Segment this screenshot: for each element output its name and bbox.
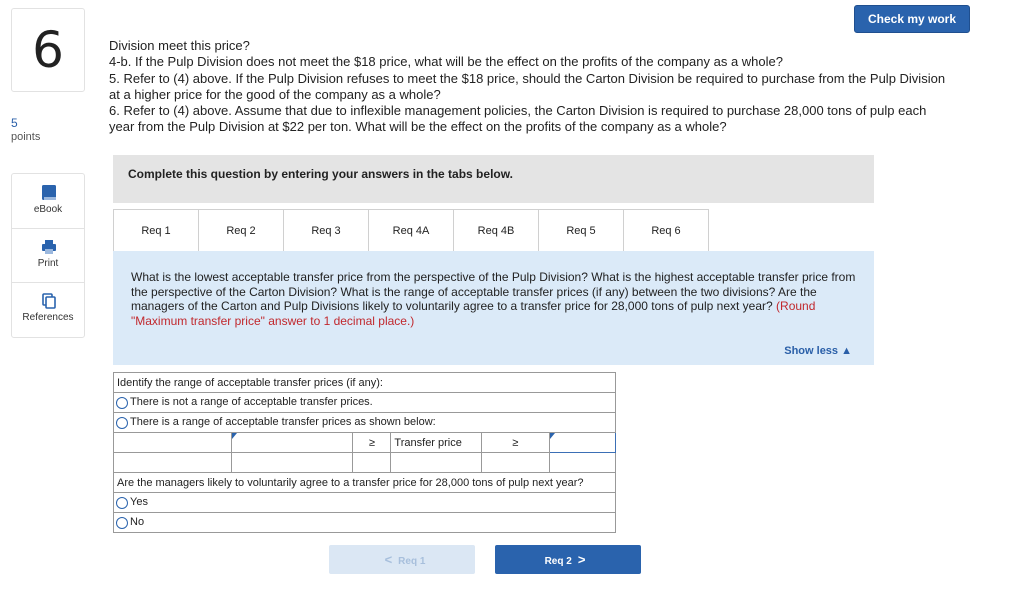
prev-req-button[interactable] — [329, 545, 475, 574]
caret-up-icon: ▲ — [841, 345, 852, 357]
tab-req-4a[interactable]: Req 4A — [368, 209, 454, 251]
range-option-none-label: There is not a range of acceptable transfer prices. — [130, 396, 373, 409]
question-text — [109, 38, 949, 136]
agree-yes-label: Yes — [130, 496, 148, 509]
chevron-right-icon: > — [577, 552, 586, 567]
tab-req-4b[interactable]: Req 4B — [453, 209, 539, 251]
check-my-work-button[interactable]: Check my work — [854, 5, 970, 33]
instructions-box — [113, 155, 874, 203]
transfer-price-label: Transfer price — [391, 433, 482, 453]
tab-req-5[interactable]: Req 5 — [538, 209, 624, 251]
range-prompt: Identify the range of acceptable transfer prices (if any): — [114, 373, 616, 393]
show-less-link[interactable] — [784, 345, 852, 357]
tools-panel — [11, 173, 85, 338]
radio-yes[interactable] — [116, 497, 128, 509]
show-less-label: Show less — [784, 345, 839, 357]
points-label: points — [11, 131, 41, 143]
references-button[interactable] — [12, 282, 84, 336]
printer-icon — [40, 238, 58, 256]
input-flag-icon — [550, 433, 555, 439]
requirement-text — [131, 270, 861, 328]
question-number: 6 — [11, 8, 85, 92]
print-label: Print — [37, 258, 59, 269]
requirement-panel — [113, 251, 874, 365]
range-option-yes[interactable] — [114, 413, 616, 433]
rounding-note: (Round "Maximum transfer price" answer to 1 decimal place.) — [131, 299, 816, 328]
range-option-none[interactable] — [114, 393, 616, 413]
references-label: References — [22, 312, 74, 323]
chevron-left-icon: < — [384, 552, 393, 567]
requirement-prompt: What is the lowest acceptable transfer price from the perspective of the Pulp Division? What is the highest acceptable transfer price from the perspective of the Carton Division? What is the range of acceptable transfer prices (if any) between the two divisions? Are the managers of the Carton and Pulp Divisions likely to voluntarily agree to a transfer price for 28,000 tons of pulp next year? — [131, 270, 856, 314]
instructions-text: Complete this question by entering your answers in the tabs below. — [128, 167, 513, 181]
question-line: 5. Refer to (4) above. If the Pulp Division refuses to meet the $18 price, should the Carton Division be required to purchase from the Pulp Division at a higher price for the good of the company as a whole? — [109, 70, 946, 102]
input-flag-icon — [232, 433, 237, 439]
ge-symbol: ≥ — [353, 433, 391, 453]
empty-cell — [482, 453, 549, 473]
empty-cell — [391, 453, 482, 473]
next-req-label: Req 2 — [544, 556, 572, 567]
highest-price-input[interactable] — [549, 433, 616, 453]
question-line: 6. Refer to (4) above. Assume that due to inflexible management policies, the Carton Division is required to purchase 28,000 tons of pulp each year from the Pulp Division at $22 per ton. What will be the effect on the profits of the company as a whole? — [109, 103, 927, 135]
radio-range[interactable] — [116, 417, 128, 429]
book-icon — [40, 184, 58, 202]
range-option-yes-label: There is a range of acceptable transfer prices as shown below: — [130, 416, 436, 429]
points-value: 5 — [11, 116, 18, 130]
tab-req-2[interactable]: Req 2 — [198, 209, 284, 251]
radio-no[interactable] — [116, 517, 128, 529]
prev-req-label: Req 1 — [398, 556, 426, 567]
agree-yes-option[interactable] — [114, 493, 616, 513]
tab-req-3[interactable]: Req 3 — [283, 209, 369, 251]
range-spacer — [114, 453, 232, 473]
agree-no-option[interactable] — [114, 513, 616, 533]
empty-cell — [232, 453, 353, 473]
question-line: 4-b. If the Pulp Division does not meet the $18 price, what will be the effect on the profits of the company as a whole? — [109, 54, 783, 70]
ebook-button[interactable] — [12, 174, 84, 229]
print-button[interactable] — [12, 228, 84, 283]
tab-req-6[interactable]: Req 6 — [623, 209, 709, 251]
ge-symbol: ≥ — [482, 433, 549, 453]
empty-cell — [353, 453, 391, 473]
ebook-label: eBook — [33, 204, 63, 215]
answer-table — [113, 372, 616, 533]
next-req-button[interactable] — [495, 545, 641, 574]
references-icon — [40, 292, 58, 310]
lowest-price-input[interactable] — [232, 433, 353, 453]
question-line: Division meet this price? — [109, 38, 250, 53]
agree-prompt: Are the managers likely to voluntarily agree to a transfer price for 28,000 tons of pulp next year? — [114, 473, 616, 493]
agree-no-label: No — [130, 516, 145, 529]
empty-cell — [549, 453, 616, 473]
tab-req-1[interactable]: Req 1 — [113, 209, 199, 253]
radio-none[interactable] — [116, 397, 128, 409]
range-spacer — [114, 433, 232, 453]
